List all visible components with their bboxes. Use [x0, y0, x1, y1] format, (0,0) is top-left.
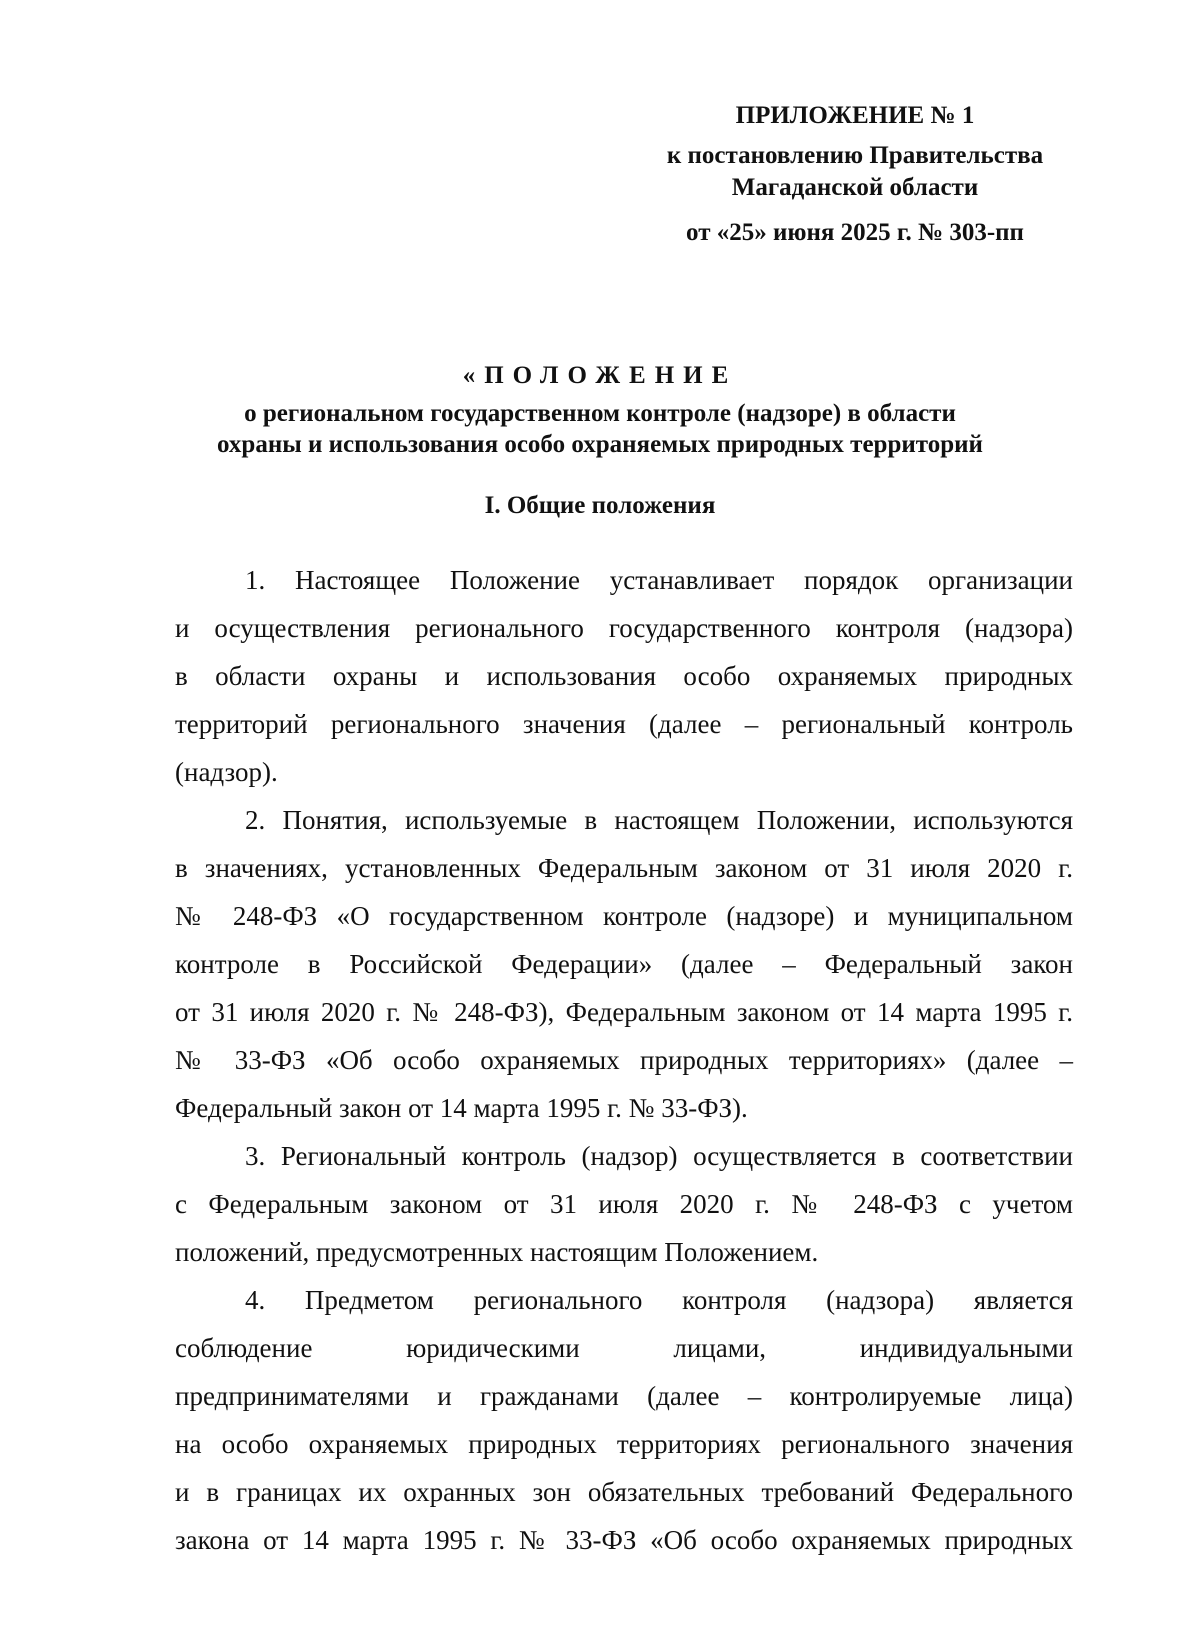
text-line: положений, предусмотренных настоящим Положением. [175, 1237, 819, 1267]
subtitle-line: о региональном государственном контроле (надзоре) в области [244, 400, 956, 427]
appendix-region-line: Магаданской области [731, 174, 979, 201]
text-line: и осуществления регионального государственного контроля (надзора) [175, 613, 1073, 643]
subtitle-line: охраны и использования особо охраняемых природных территорий [217, 431, 983, 458]
text-line: 2. Понятия, используемые в настоящем Положении, используются [245, 805, 1073, 835]
document-subtitle [120, 398, 1080, 460]
text-line: от 31 июля 2020 г. № 248-ФЗ), Федеральным законом от 14 марта 1995 г. [175, 997, 1073, 1027]
text-line: 3. Региональный контроль (надзор) осуществляется в соответствии [245, 1141, 1073, 1171]
appendix-title: ПРИЛОЖЕНИЕ № 1 [735, 102, 975, 129]
text-line: Федеральный закон от 14 марта 1995 г. № 33-ФЗ). [175, 1093, 748, 1123]
paragraph-4 [175, 1276, 1073, 1564]
text-line: на особо охраняемых природных территориях регионального значения [175, 1429, 1073, 1459]
text-line: предпринимателями и гражданами (далее – контролируемые лица) [175, 1381, 1073, 1411]
document-title: «ПОЛОЖЕНИЕ [462, 362, 738, 389]
text-line: с Федеральным законом от 31 июля 2020 г. № 248-ФЗ с учетом [175, 1189, 1073, 1219]
text-line: № 248-ФЗ «О государственном контроле (надзоре) и муниципальном [175, 901, 1073, 931]
text-line: и в границах их охранных зон обязательных требований Федерального [175, 1477, 1073, 1507]
paragraph-1 [175, 556, 1073, 796]
text-line: (надзор). [175, 757, 278, 787]
text-line: 4. Предметом регионального контроля (надзора) является [245, 1285, 1073, 1315]
text-line: соблюдение юридическими лицами, индивидуальными [175, 1333, 1073, 1363]
text-line: № 33-ФЗ «Об особо охраняемых природных территориях» (далее – [175, 1045, 1073, 1075]
paragraph-2 [175, 796, 1073, 1132]
text-line: 1. Настоящее Положение устанавливает порядок организации [245, 565, 1073, 595]
text-line: территорий регионального значения (далее – региональный контроль [175, 709, 1073, 739]
text-line: контроле в Российской Федерации» (далее – Федеральный закон [175, 949, 1073, 979]
document-body [175, 556, 1073, 1564]
appendix-to-line: к постановлению Правительства [666, 142, 1044, 169]
appendix-date-line: от «25» июня 2025 г. № 303-пп [686, 219, 1024, 246]
text-line: в области охраны и использования особо охраняемых природных [175, 661, 1073, 691]
text-line: закона от 14 марта 1995 г. № 33-ФЗ «Об особо охраняемых природных [175, 1525, 1073, 1555]
section-heading: I. Общие положения [484, 492, 716, 519]
text-line: в значениях, установленных Федеральным законом от 31 июля 2020 г. [175, 853, 1073, 883]
paragraph-3 [175, 1132, 1073, 1276]
